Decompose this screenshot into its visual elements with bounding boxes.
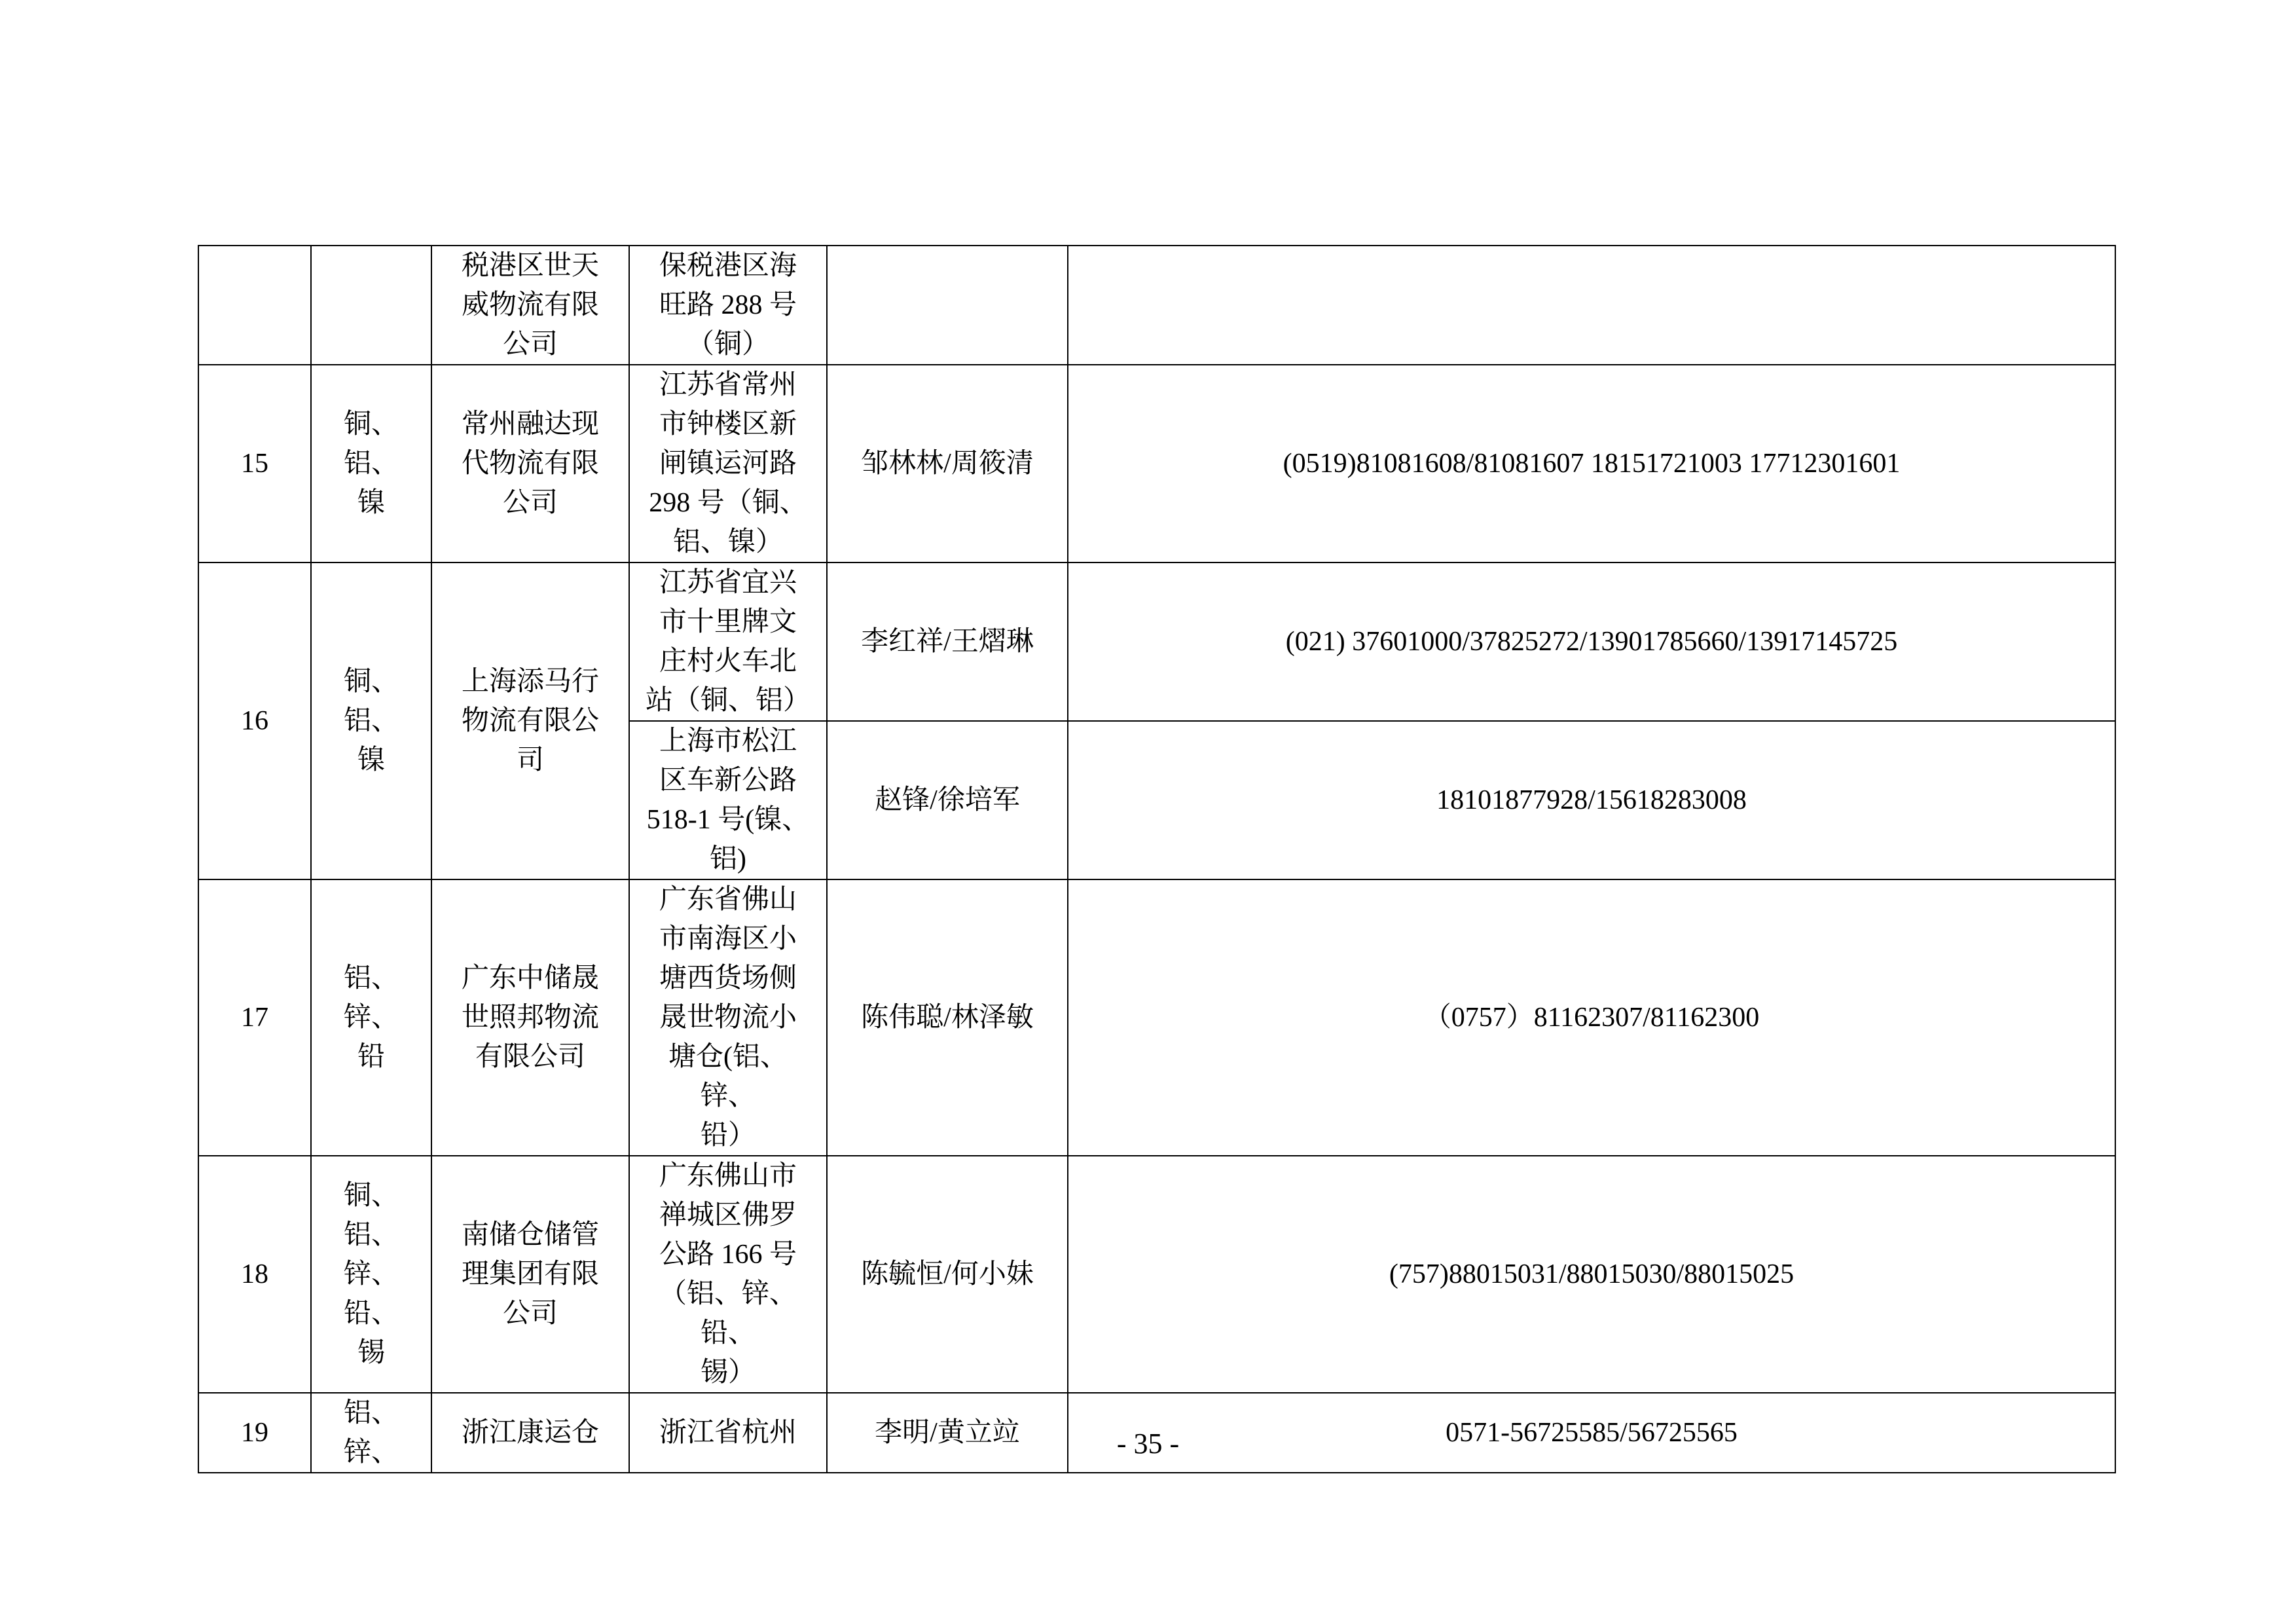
table-row: [198, 879, 2115, 1156]
company-cell: 广东中储晟 世照邦物流 有限公司: [431, 879, 629, 1156]
metals-cell: [311, 246, 431, 365]
metals-cell: 铝、锌、 铅: [311, 879, 431, 1156]
address-cell: 江苏省常州 市钟楼区新 闸镇运河路 298 号（铜、 铝、镍）: [629, 365, 827, 563]
metals-cell: 铜、铝、 镍: [311, 563, 431, 879]
phone-cell: (021) 37601000/37825272/13901785660/13917145725: [1068, 563, 2115, 721]
company-cell: 上海添马行 物流有限公 司: [431, 563, 629, 879]
address-cell: 上海市松江 区车新公路 518-1 号(镍、 铝): [629, 721, 827, 879]
row-number-cell: 18: [198, 1156, 311, 1393]
row-number-cell: 17: [198, 879, 311, 1156]
contact-cell: 李明/黄立竝: [827, 1393, 1068, 1473]
address-cell: 广东省佛山 市南海区小 塘西货场侧 晟世物流小 塘仓(铝、锌、 铅）: [629, 879, 827, 1156]
company-cell: 浙江康运仓: [431, 1393, 629, 1473]
table-row: [198, 246, 2115, 365]
phone-cell: (0519)81081608/81081607 18151721003 17712301601: [1068, 365, 2115, 563]
row-number-cell: 19: [198, 1393, 311, 1473]
contact-cell: 邹林林/周筱清: [827, 365, 1068, 563]
phone-cell: (757)88015031/88015030/88015025: [1068, 1156, 2115, 1393]
company-cell: 南储仓储管 理集团有限 公司: [431, 1156, 629, 1393]
document-page: [198, 245, 2116, 1473]
address-cell: 保税港区海 旺路 288 号 （铜）: [629, 246, 827, 365]
metals-cell: 铜、铝、 锌、铅、 锡: [311, 1156, 431, 1393]
phone-cell: 18101877928/15618283008: [1068, 721, 2115, 879]
contact-cell: 陈毓恒/何小妹: [827, 1156, 1068, 1393]
table-row: [198, 365, 2115, 563]
contact-cell: 赵锋/徐培军: [827, 721, 1068, 879]
page-number: - 35 -: [1116, 1428, 1180, 1460]
contact-cell: 陈伟聪/林泽敏: [827, 879, 1068, 1156]
phone-cell: 0571-56725585/56725565: [1068, 1393, 2115, 1473]
table-row: [198, 1156, 2115, 1393]
contact-cell: 李红祥/王熠琳: [827, 563, 1068, 721]
address-cell: 广东佛山市 禅城区佛罗 公路 166 号 （铝、锌、铅、 锡）: [629, 1156, 827, 1393]
warehouse-table: [198, 245, 2116, 1473]
company-cell: 常州融达现 代物流有限 公司: [431, 365, 629, 563]
phone-cell: [1068, 246, 2115, 365]
company-cell: 税港区世天 威物流有限 公司: [431, 246, 629, 365]
row-number-cell: [198, 246, 311, 365]
metals-cell: 铝、锌、: [311, 1393, 431, 1473]
address-cell: 江苏省宜兴 市十里牌文 庄村火车北 站（铜、铝）: [629, 563, 827, 721]
row-number-cell: 16: [198, 563, 311, 879]
row-number-cell: 15: [198, 365, 311, 563]
metals-cell: 铜、铝、 镍: [311, 365, 431, 563]
contact-cell: [827, 246, 1068, 365]
address-cell: 浙江省杭州: [629, 1393, 827, 1473]
table-row: [198, 563, 2115, 721]
phone-cell: （0757）81162307/81162300: [1068, 879, 2115, 1156]
